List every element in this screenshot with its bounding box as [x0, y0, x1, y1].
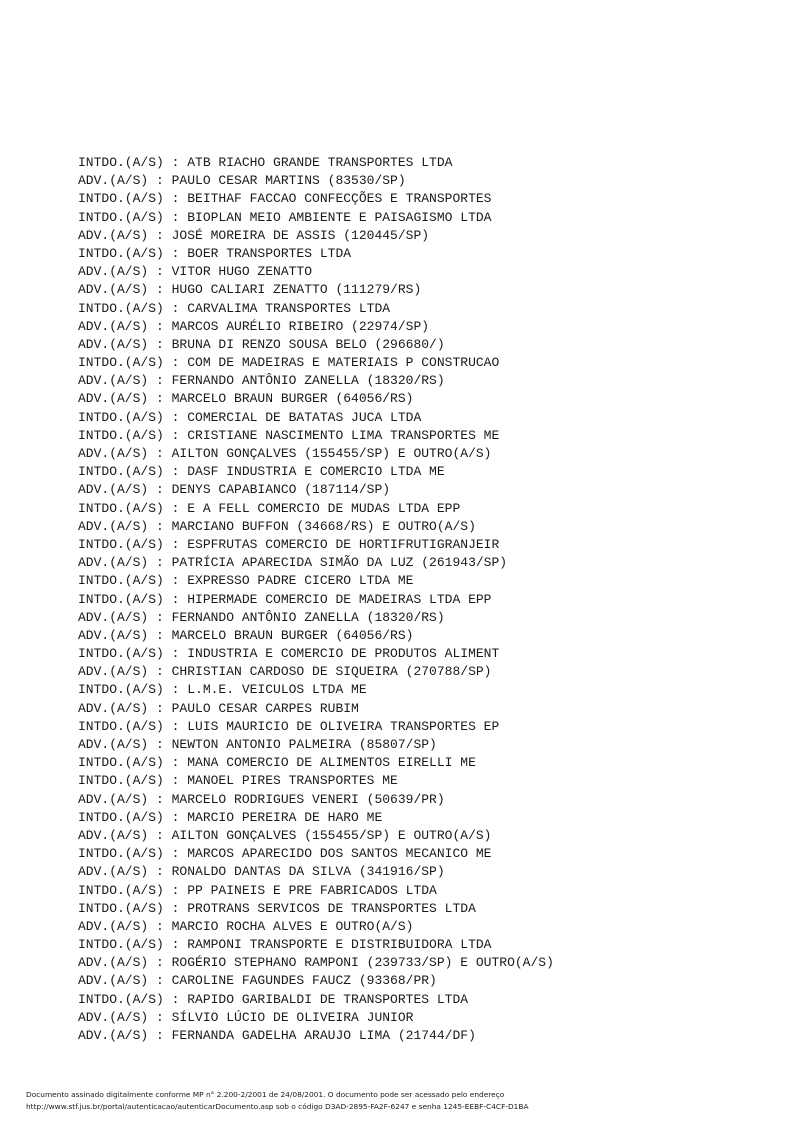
party-line-interested: INTDO.(A/S) : ATB RIACHO GRANDE TRANSPORTES LTDA: [78, 155, 453, 170]
party-line-interested: INTDO.(A/S) : CARVALIMA TRANSPORTES LTDA: [78, 300, 391, 316]
party-line-lawyer: ADV.(A/S) : PAULO CESAR MARTINS (83530/SP): [78, 173, 406, 189]
party-line-interested: INTDO.(A/S) : DASF INDUSTRIA E COMERCIO LTDA ME: [78, 464, 445, 480]
party-line-lawyer: ADV.(A/S) : MARCIO ROCHA ALVES E OUTRO(A/S): [78, 918, 414, 934]
party-line-interested: INTDO.(A/S) : L.M.E. VEICULOS LTDA ME: [78, 682, 367, 698]
party-line-lawyer: ADV.(A/S) : MARCELO BRAUN BURGER (64056/RS): [78, 627, 414, 643]
party-line-lawyer: ADV.(A/S) : PAULO CESAR CARPES RUBIM: [78, 700, 359, 716]
party-line-lawyer: ADV.(A/S) : BRUNA DI RENZO SOUSA BELO (296680/): [78, 336, 445, 352]
party-line-lawyer: ADV.(A/S) : MARCELO RODRIGUES VENERI (50639/PR): [78, 791, 445, 807]
party-line-lawyer: ADV.(A/S) : PATRÍCIA APARECIDA SIMÃO DA LUZ (261943/SP): [78, 555, 508, 571]
parties-list: [78, 154, 554, 1045]
party-line-interested: INTDO.(A/S) : ESPFRUTAS COMERCIO DE HORTIFRUTIGRANJEIR: [78, 536, 500, 552]
party-line-interested: INTDO.(A/S) : BIOPLAN MEIO AMBIENTE E PAISAGISMO LTDA: [78, 209, 492, 225]
party-line-lawyer: ADV.(A/S) : NEWTON ANTONIO PALMEIRA (85807/SP): [78, 737, 437, 752]
party-line-interested: INTDO.(A/S) : E A FELL COMERCIO DE MUDAS LTDA EPP: [78, 500, 461, 516]
signature-footer: [26, 1089, 786, 1113]
party-line-interested: INTDO.(A/S) : PP PAINEIS E PRE FABRICADOS LTDA: [78, 882, 437, 898]
party-line-lawyer: ADV.(A/S) : SÍLVIO LÚCIO DE OLIVEIRA JUNIOR: [78, 1009, 414, 1025]
party-line-interested: INTDO.(A/S) : PROTRANS SERVICOS DE TRANSPORTES LTDA: [78, 900, 476, 916]
party-line-lawyer: ADV.(A/S) : ROGÉRIO STEPHANO RAMPONI (239733/SP) E OUTRO(A/S): [78, 955, 554, 971]
party-line-interested: INTDO.(A/S) : INDUSTRIA E COMERCIO DE PRODUTOS ALIMENT: [78, 646, 500, 662]
party-line-interested: INTDO.(A/S) : BOER TRANSPORTES LTDA: [78, 245, 352, 261]
party-line-lawyer: ADV.(A/S) : AILTON GONÇALVES (155455/SP) E OUTRO(A/S): [78, 446, 492, 461]
party-line-interested: INTDO.(A/S) : BEITHAF FACCAO CONFECÇÕES E TRANSPORTES: [78, 191, 492, 207]
party-line-lawyer: ADV.(A/S) : MARCOS AURÉLIO RIBEIRO (22974/SP): [78, 318, 430, 334]
party-line-interested: INTDO.(A/S) : MANA COMERCIO DE ALIMENTOS EIRELLI ME: [78, 755, 476, 771]
party-line-lawyer: ADV.(A/S) : AILTON GONÇALVES (155455/SP) E OUTRO(A/S): [78, 827, 492, 843]
party-line-interested: INTDO.(A/S) : CRISTIANE NASCIMENTO LIMA TRANSPORTES ME: [78, 427, 500, 443]
party-line-interested: INTDO.(A/S) : MARCOS APARECIDO DOS SANTOS MECANICO ME: [78, 846, 492, 862]
party-line-lawyer: ADV.(A/S) : FERNANDA GADELHA ARAUJO LIMA (21744/DF): [78, 1028, 476, 1043]
party-line-lawyer: ADV.(A/S) : JOSÉ MOREIRA DE ASSIS (120445/SP): [78, 227, 430, 243]
footer-line-signature: Documento assinado digitalmente conforme MP n° 2.200-2/2001 de 24/08/2001. O documento pode ser acessado pelo endereço: [26, 1090, 505, 1099]
party-line-interested: INTDO.(A/S) : COMERCIAL DE BATATAS JUCA LTDA: [78, 409, 422, 425]
party-line-interested: INTDO.(A/S) : RAMPONI TRANSPORTE E DISTRIBUIDORA LTDA: [78, 937, 492, 953]
party-line-interested: INTDO.(A/S) : LUIS MAURICIO DE OLIVEIRA TRANSPORTES EP: [78, 718, 500, 734]
party-line-lawyer: ADV.(A/S) : CAROLINE FAGUNDES FAUCZ (93368/PR): [78, 973, 437, 989]
party-line-lawyer: ADV.(A/S) : VITOR HUGO ZENATTO: [78, 264, 313, 280]
party-line-lawyer: ADV.(A/S) : RONALDO DANTAS DA SILVA (341916/SP): [78, 864, 445, 880]
party-line-lawyer: ADV.(A/S) : MARCELO BRAUN BURGER (64056/RS): [78, 391, 414, 407]
party-line-lawyer: ADV.(A/S) : FERNANDO ANTÔNIO ZANELLA (18320/RS): [78, 609, 445, 625]
party-line-lawyer: ADV.(A/S) : MARCIANO BUFFON (34668/RS) E OUTRO(A/S): [78, 518, 476, 534]
party-line-interested: INTDO.(A/S) : EXPRESSO PADRE CICERO LTDA ME: [78, 573, 414, 589]
party-line-interested: INTDO.(A/S) : HIPERMADE COMERCIO DE MADEIRAS LTDA EPP: [78, 591, 492, 607]
party-line-lawyer: ADV.(A/S) : DENYS CAPABIANCO (187114/SP): [78, 482, 391, 498]
party-line-lawyer: ADV.(A/S) : HUGO CALIARI ZENATTO (111279/RS): [78, 282, 422, 298]
party-line-interested: INTDO.(A/S) : MARCIO PEREIRA DE HARO ME: [78, 809, 383, 825]
party-line-lawyer: ADV.(A/S) : CHRISTIAN CARDOSO DE SIQUEIRA (270788/SP): [78, 664, 492, 680]
party-line-interested: INTDO.(A/S) : COM DE MADEIRAS E MATERIAIS P CONSTRUCAO: [78, 355, 500, 371]
party-line-lawyer: ADV.(A/S) : FERNANDO ANTÔNIO ZANELLA (18320/RS): [78, 373, 445, 389]
footer-line-verification: http://www.stf.jus.br/portal/autenticacao/autenticarDocumento.asp sob o código D3AD-2895-FA2F-6247 e senha 1245-EEBF-C4CF-D1BA: [26, 1102, 529, 1111]
party-line-interested: INTDO.(A/S) : RAPIDO GARIBALDI DE TRANSPORTES LTDA: [78, 991, 469, 1007]
party-line-interested: INTDO.(A/S) : MANOEL PIRES TRANSPORTES ME: [78, 773, 398, 789]
